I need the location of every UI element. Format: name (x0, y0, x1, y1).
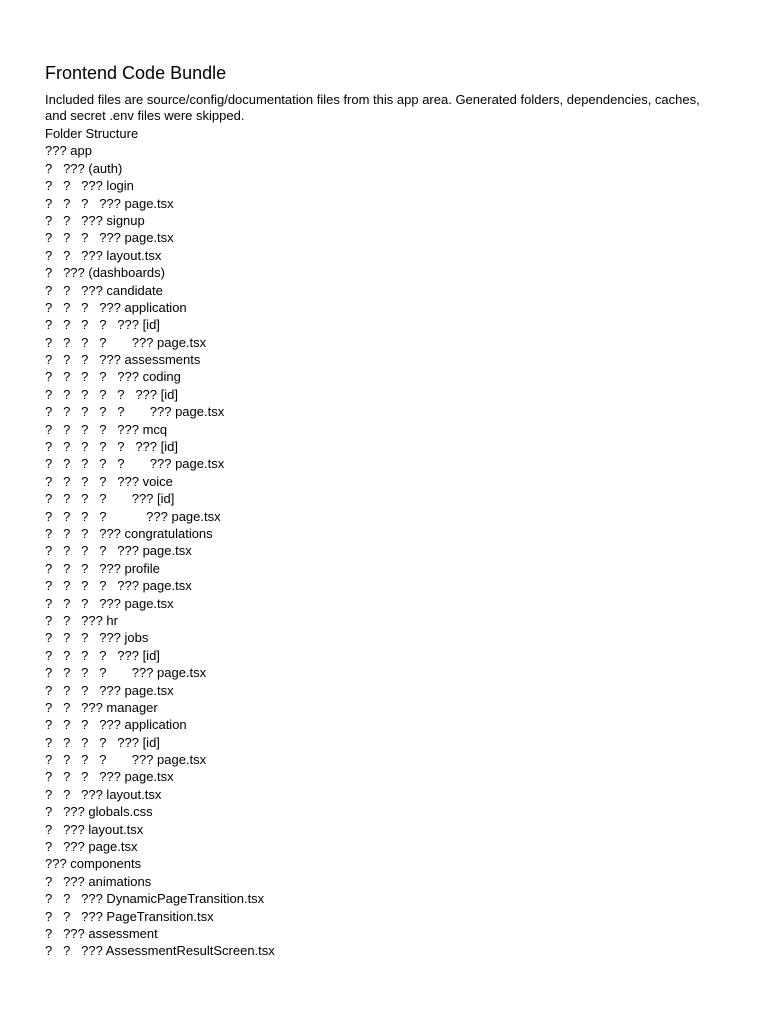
tree-line: ? ? ? ??? page.tsx (45, 682, 174, 698)
tree-line: ? ??? page.tsx (45, 839, 138, 855)
tree-line: ? ? ??? signup (45, 212, 145, 228)
tree-line: ? ? ??? login (45, 178, 134, 194)
tree-line: ? ? ? ??? jobs (45, 630, 149, 646)
tree-line: ? ? ??? candidate (45, 282, 163, 298)
tree-line: ? ? ? ? ??? [id] (45, 317, 160, 333)
tree-line: ? ? ? ? ? ??? page.tsx (45, 456, 225, 472)
document-page (45, 62, 725, 960)
tree-line: ??? components (45, 856, 142, 872)
folder-tree (45, 142, 725, 959)
tree-line: ? ? ??? manager (45, 699, 158, 715)
tree-line: ? ? ? ??? profile (45, 560, 160, 576)
tree-line: ? ? ? ??? application (45, 717, 187, 733)
tree-line: ??? app (45, 143, 92, 159)
tree-line: ? ? ? ? ??? page.tsx (45, 752, 207, 768)
tree-line: ? ? ? ? ??? coding (45, 369, 181, 385)
tree-line: ? ? ? ??? page.tsx (45, 195, 174, 211)
tree-line: ? ? ? ? ??? [id] (45, 734, 160, 750)
tree-line: ? ? ? ? ??? page.tsx (45, 578, 192, 594)
tree-line: ? ? ? ? ??? mcq (45, 421, 168, 437)
tree-line: ? ??? animations (45, 873, 152, 889)
tree-line: ? ? ??? hr (45, 612, 118, 628)
tree-line: ? ??? (auth) (45, 160, 123, 176)
tree-line: ? ? ? ? ??? page.tsx (45, 543, 192, 559)
tree-line: ? ? ??? PageTransition.tsx (45, 908, 214, 924)
folder-structure-heading: Folder Structure (45, 126, 139, 141)
tree-line: ? ? ??? layout.tsx (45, 247, 162, 263)
tree-line: ? ? ? ? ? ??? [id] (45, 439, 178, 455)
tree-line: ? ? ? ? ??? page.tsx (45, 665, 207, 681)
tree-line: ? ? ? ??? application (45, 299, 187, 315)
tree-line: ? ? ? ??? congratulations (45, 526, 213, 541)
tree-line: ? ? ? ??? page.tsx (45, 769, 174, 785)
tree-line: ? ? ? ? ??? page.tsx (45, 508, 221, 524)
tree-line: ? ? ? ? ? ??? page.tsx (45, 404, 225, 420)
tree-line: ? ??? (dashboards) (45, 265, 165, 281)
tree-line: ? ? ? ? ? ??? [id] (45, 386, 178, 402)
tree-line: ? ? ? ? ??? [id] (45, 491, 175, 507)
tree-line: ? ? ??? DynamicPageTransition.tsx (45, 891, 265, 907)
tree-line: ? ??? globals.css (45, 804, 153, 820)
tree-line: ? ??? layout.tsx (45, 821, 144, 837)
tree-line: ? ? ? ? ??? voice (45, 473, 173, 489)
tree-line: ? ? ??? AssessmentResultScreen.tsx (45, 943, 275, 959)
tree-line: ? ? ? ? ??? [id] (45, 647, 160, 663)
tree-line: ? ? ? ??? page.tsx (45, 230, 174, 246)
document-title: Frontend Code Bundle (45, 63, 227, 83)
tree-line: ? ? ? ? ??? page.tsx (45, 334, 207, 350)
tree-line: ? ? ??? layout.tsx (45, 786, 162, 802)
intro-paragraph: Included files are source/config/documentation files from this app area. Generated folders, dependencies, caches, and secret .env files were skipped. (45, 92, 700, 123)
tree-line: ? ? ? ??? page.tsx (45, 595, 174, 611)
tree-line: ? ? ? ??? assessments (45, 352, 201, 368)
tree-line: ? ??? assessment (45, 925, 158, 941)
